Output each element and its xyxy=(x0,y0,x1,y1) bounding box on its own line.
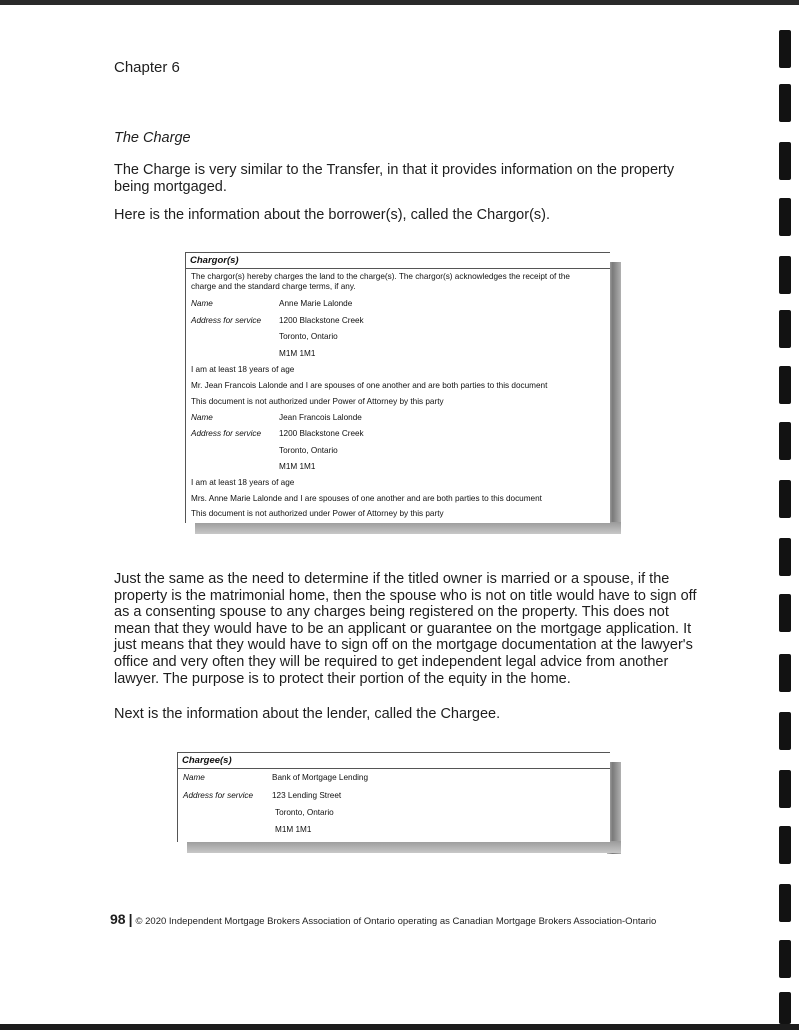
party2-name-label: Name xyxy=(191,413,213,422)
chargor-statement: The chargor(s) hereby charges the land to the charge(s). The chargor(s) acknowledges the receipt of the charge and the standard charge terms, if any. xyxy=(191,272,570,291)
chargee-name: Bank of Mortgage Lending xyxy=(272,773,369,782)
scan-edge-top xyxy=(0,0,799,5)
party1-address-line2: Toronto, Ontario xyxy=(279,332,338,341)
page-footer xyxy=(110,911,656,927)
binding-hole-mark xyxy=(779,884,791,922)
party2-address-line1: 1200 Blackstone Creek xyxy=(279,429,364,438)
party2-poa-statement: This document is not authorized under Power of Attorney by this party xyxy=(191,509,444,518)
party2-address-line2: Toronto, Ontario xyxy=(279,446,338,455)
party1-name: Anne Marie Lalonde xyxy=(279,299,353,308)
binding-hole-mark xyxy=(779,310,791,348)
binding-hole-mark xyxy=(779,256,791,294)
binding-hole-mark xyxy=(779,480,791,518)
binding-hole-mark xyxy=(779,770,791,808)
party2-age-statement: I am at least 18 years of age xyxy=(191,478,295,487)
party1-name-label: Name xyxy=(191,299,213,308)
party2-postal: M1M 1M1 xyxy=(279,462,316,471)
binding-hole-mark xyxy=(779,992,791,1024)
binding-hole-mark xyxy=(779,422,791,460)
section-title: The Charge xyxy=(114,130,191,146)
party2-spouse-statement: Mrs. Anne Marie Lalonde and I are spouses of one another and are both parties to this document xyxy=(191,494,542,503)
spouse-explanation-paragraph: Just the same as the need to determine if the titled owner is married or a spouse, if the property is the matrimonial home, then the spouse who is not on title would have to sign off as a consenting spouse to any charges being registered on the property. This does not mean that they would have to be an applicant or guarantee on the mortgage application. It just means that they would have to sign off on the mortgage documentation at the lawyer's office and very often they will be required to get independent legal advice from another lawyer. The purpose is to protect their portion of the equity in the home. xyxy=(114,571,697,687)
chargee-name-label: Name xyxy=(183,773,205,782)
borrower-intro-paragraph: Here is the information about the borrower(s), called the Chargor(s). xyxy=(114,207,550,223)
chapter-heading: Chapter 6 xyxy=(114,59,180,76)
lender-intro-paragraph: Next is the information about the lender, called the Chargee. xyxy=(114,706,501,722)
binding-hole-mark xyxy=(779,84,791,122)
chargee-address-line2: Toronto, Ontario xyxy=(275,808,334,817)
party1-address-line1: 1200 Blackstone Creek xyxy=(279,316,364,325)
party1-age-statement: I am at least 18 years of age xyxy=(191,365,295,374)
binding-hole-mark xyxy=(779,826,791,864)
binding-hole-mark xyxy=(779,198,791,236)
chargee-form-box xyxy=(177,752,627,862)
scan-edge-bottom xyxy=(0,1024,799,1030)
party1-address-label: Address for service xyxy=(191,316,262,325)
binding-holes xyxy=(769,0,799,1030)
chargee-box-title: Chargee(s) xyxy=(182,755,232,766)
binding-hole-mark xyxy=(779,940,791,978)
footer-separator: | xyxy=(128,911,133,927)
party1-spouse-statement: Mr. Jean Francois Lalonde and I are spouses of one another and are both parties to this document xyxy=(191,381,548,390)
chargor-form-box xyxy=(185,252,625,542)
binding-hole-mark xyxy=(779,142,791,180)
binding-hole-mark xyxy=(779,30,791,68)
party1-poa-statement: This document is not authorized under Power of Attorney by this party xyxy=(191,397,444,406)
intro-paragraph: The Charge is very similar to the Transfer, in that it provides information on the property being mortgaged. xyxy=(114,162,675,195)
footer-copyright: © 2020 Independent Mortgage Brokers Association of Ontario operating as Canadian Mortgage Brokers Association-Ontario xyxy=(135,916,657,927)
binding-hole-mark xyxy=(779,654,791,692)
chargor-box-title: Chargor(s) xyxy=(190,255,239,266)
party2-name: Jean Francois Lalonde xyxy=(279,413,362,422)
chargee-address-label: Address for service xyxy=(183,791,254,800)
binding-hole-mark xyxy=(779,712,791,750)
binding-hole-mark xyxy=(779,538,791,576)
chargee-address-line1: 123 Lending Street xyxy=(272,791,342,800)
binding-hole-mark xyxy=(779,366,791,404)
party2-address-label: Address for service xyxy=(191,429,262,438)
page-number: 98 xyxy=(110,911,126,927)
party1-postal: M1M 1M1 xyxy=(279,349,316,358)
binding-hole-mark xyxy=(779,594,791,632)
chargee-postal: M1M 1M1 xyxy=(275,825,312,834)
